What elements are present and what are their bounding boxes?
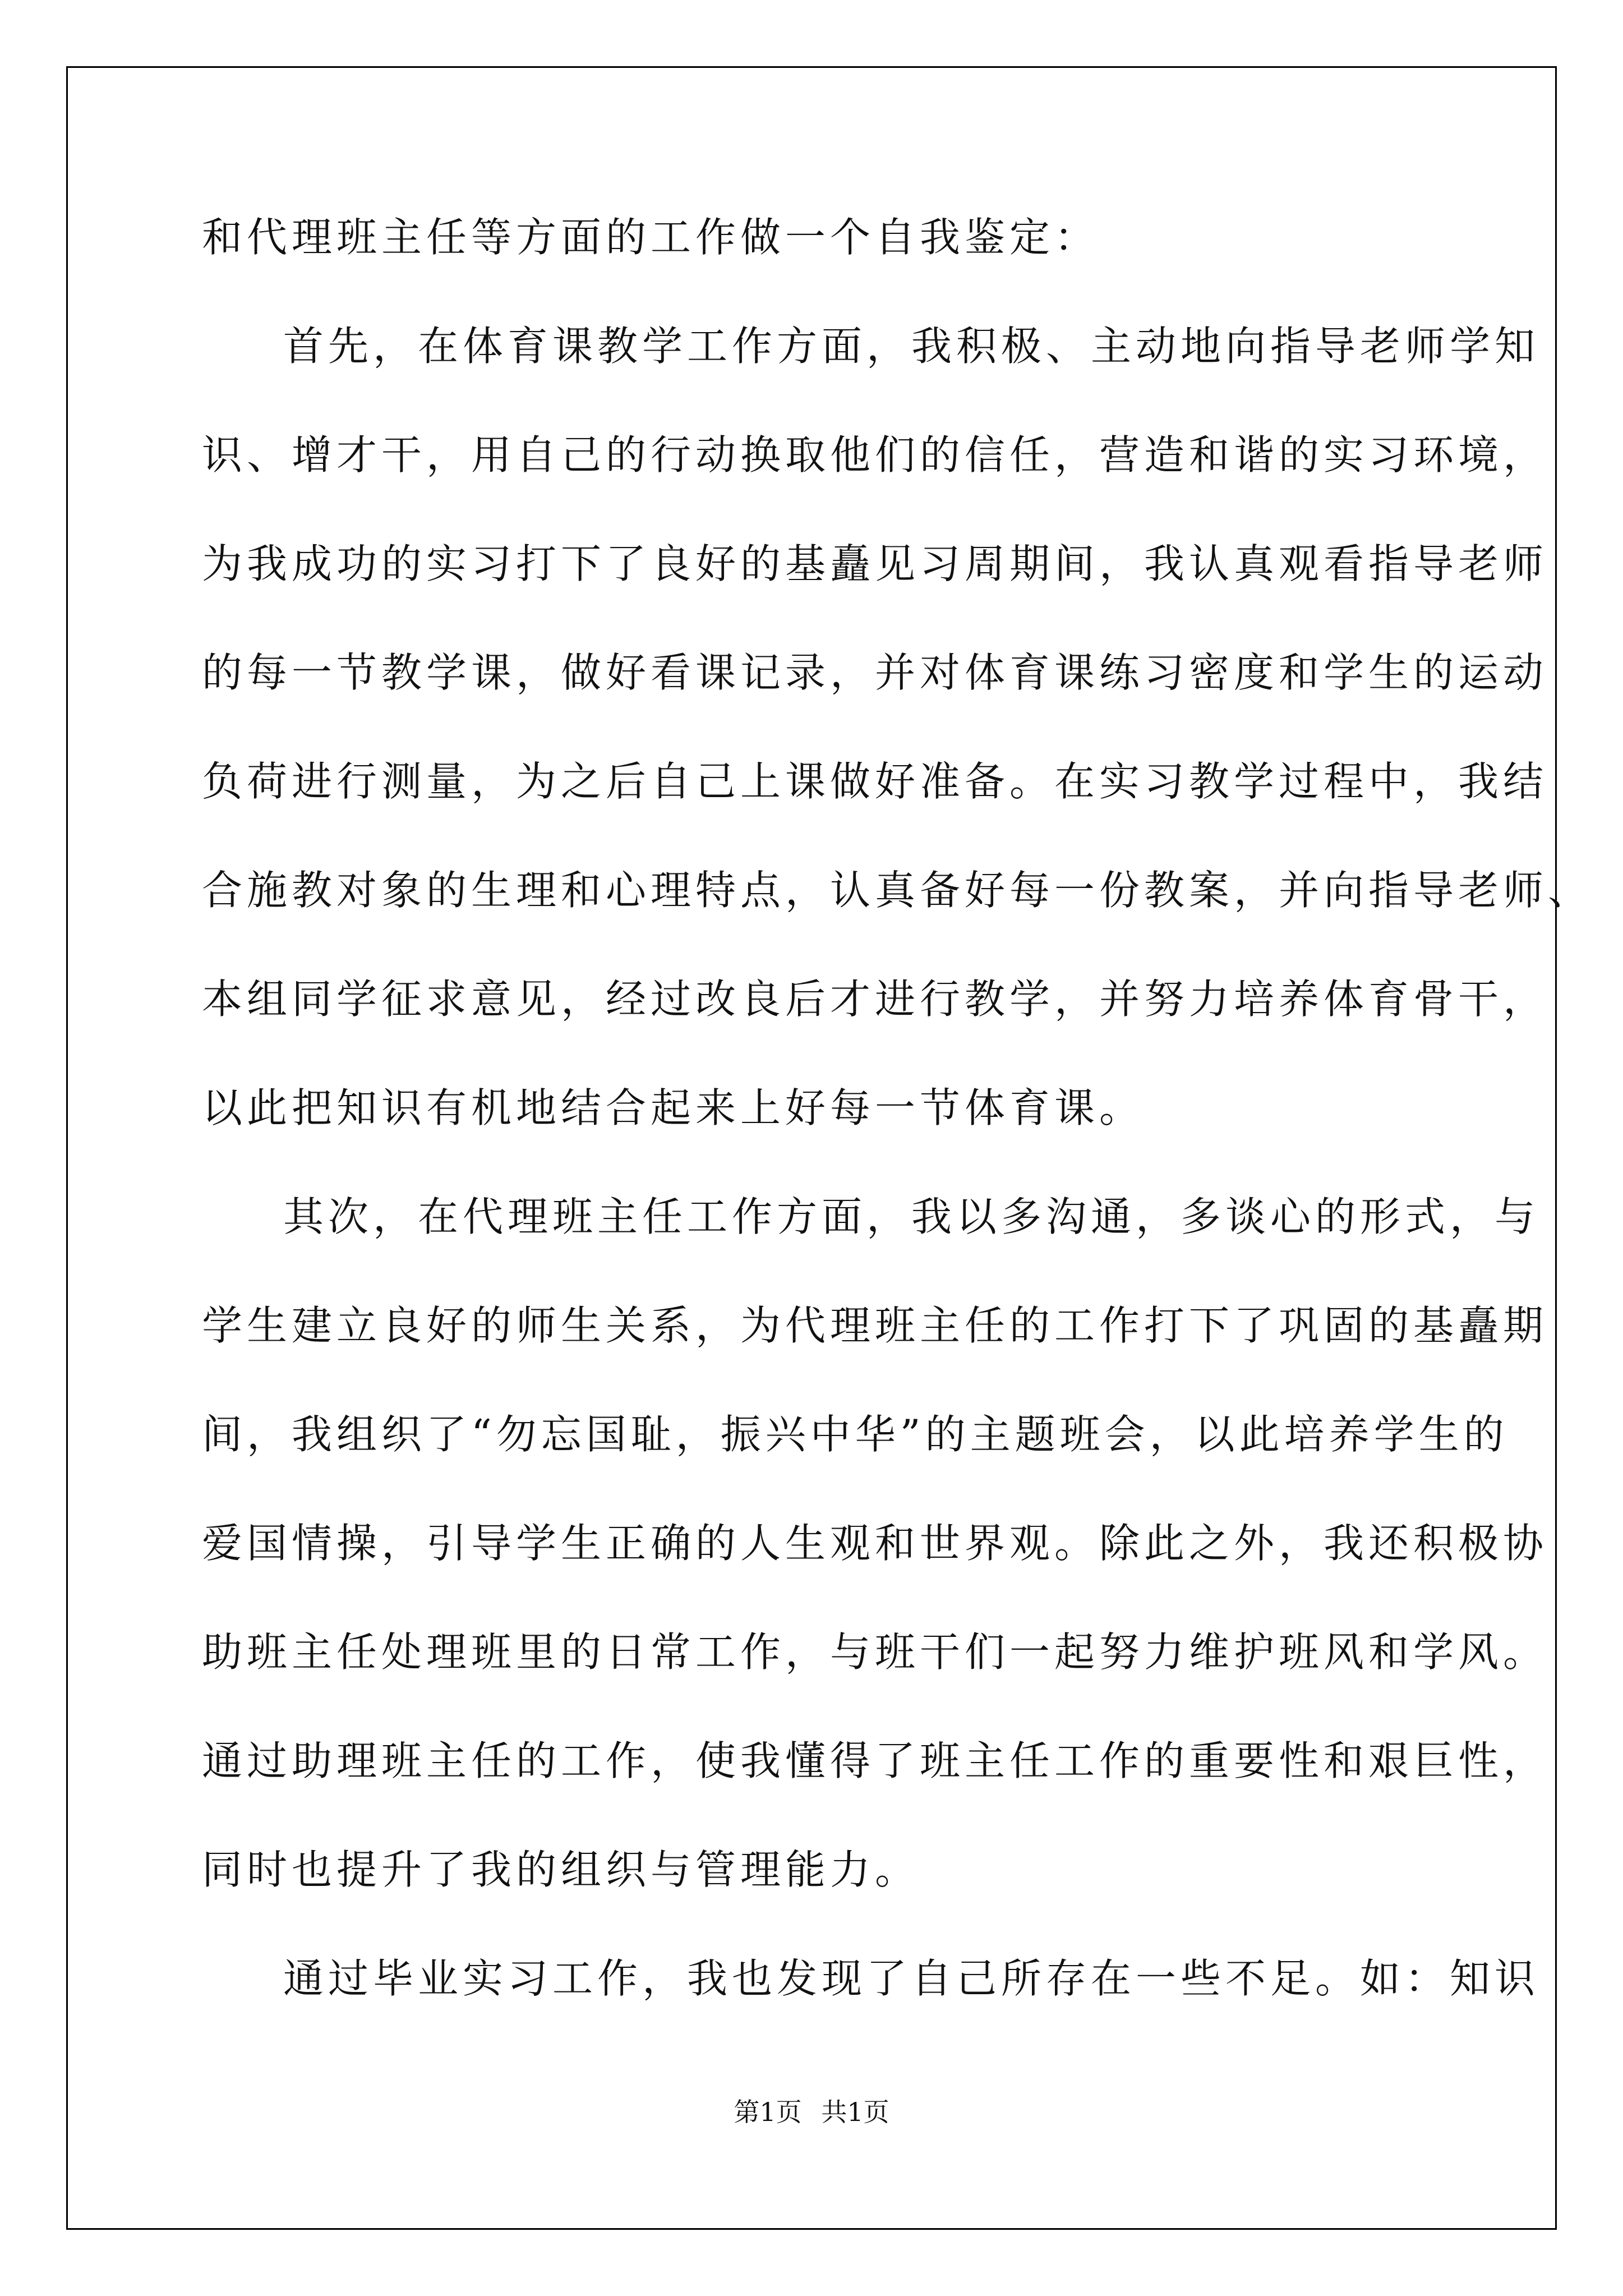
page-number: 第1页: [734, 2097, 802, 2127]
text-line-12: 间，我组织了“勿忘国耻，振兴中华”的主题班会，以此培养学生的: [202, 1411, 1509, 1458]
total-pages: 共1页: [821, 2097, 889, 2127]
text-line-17: 通过毕业实习工作，我也发现了自己所存在一些不足。如：知识: [283, 1955, 1540, 2002]
text-line-16: 同时也提升了我的组织与管理能力。: [202, 1846, 920, 1893]
text-line-11: 学生建立良好的师生关系，为代理班主任的工作打下了巩固的基矗期: [202, 1302, 1548, 1349]
text-line-4: 为我成功的实习打下了良好的基矗见习周期间，我认真观看指导老师: [202, 540, 1548, 587]
text-line-7: 合施教对象的生理和心理特点，认真备好每一份教案，并向指导老师、: [202, 867, 1593, 914]
document-body: [202, 210, 1593, 2060]
text-line-6: 负荷进行测量，为之后自己上课做好准备。在实习教学过程中，我结: [202, 758, 1548, 805]
text-line-5: 的每一节教学课，做好看课记录，并对体育课练习密度和学生的运动: [202, 649, 1548, 696]
text-line-13: 爱国情操，引导学生正确的人生观和世界观。除此之外，我还积极协: [202, 1520, 1548, 1567]
text-line-8: 本组同学征求意见，经过改良后才进行教学，并努力培养体育骨干，: [202, 976, 1548, 1023]
text-line-3: 识、增才干，用自己的行动换取他们的信任，营造和谐的实习环境，: [202, 431, 1548, 478]
text-line-14: 助班主任处理班里的日常工作，与班干们一起努力维护班风和学风。: [202, 1628, 1548, 1676]
text-line-1: 和代理班主任等方面的工作做一个自我鉴定：: [202, 214, 1100, 261]
text-line-9: 以此把知识有机地结合起来上好每一节体育课。: [202, 1084, 1145, 1131]
page-footer: [0, 2096, 1623, 2128]
text-line-10: 其次，在代理班主任工作方面，我以多沟通，多谈心的形式，与: [283, 1193, 1540, 1240]
text-line-15: 通过助理班主任的工作，使我懂得了班主任工作的重要性和艰巨性，: [202, 1737, 1548, 1784]
text-line-2: 首先，在体育课教学工作方面，我积极、主动地向指导老师学知: [283, 323, 1540, 370]
